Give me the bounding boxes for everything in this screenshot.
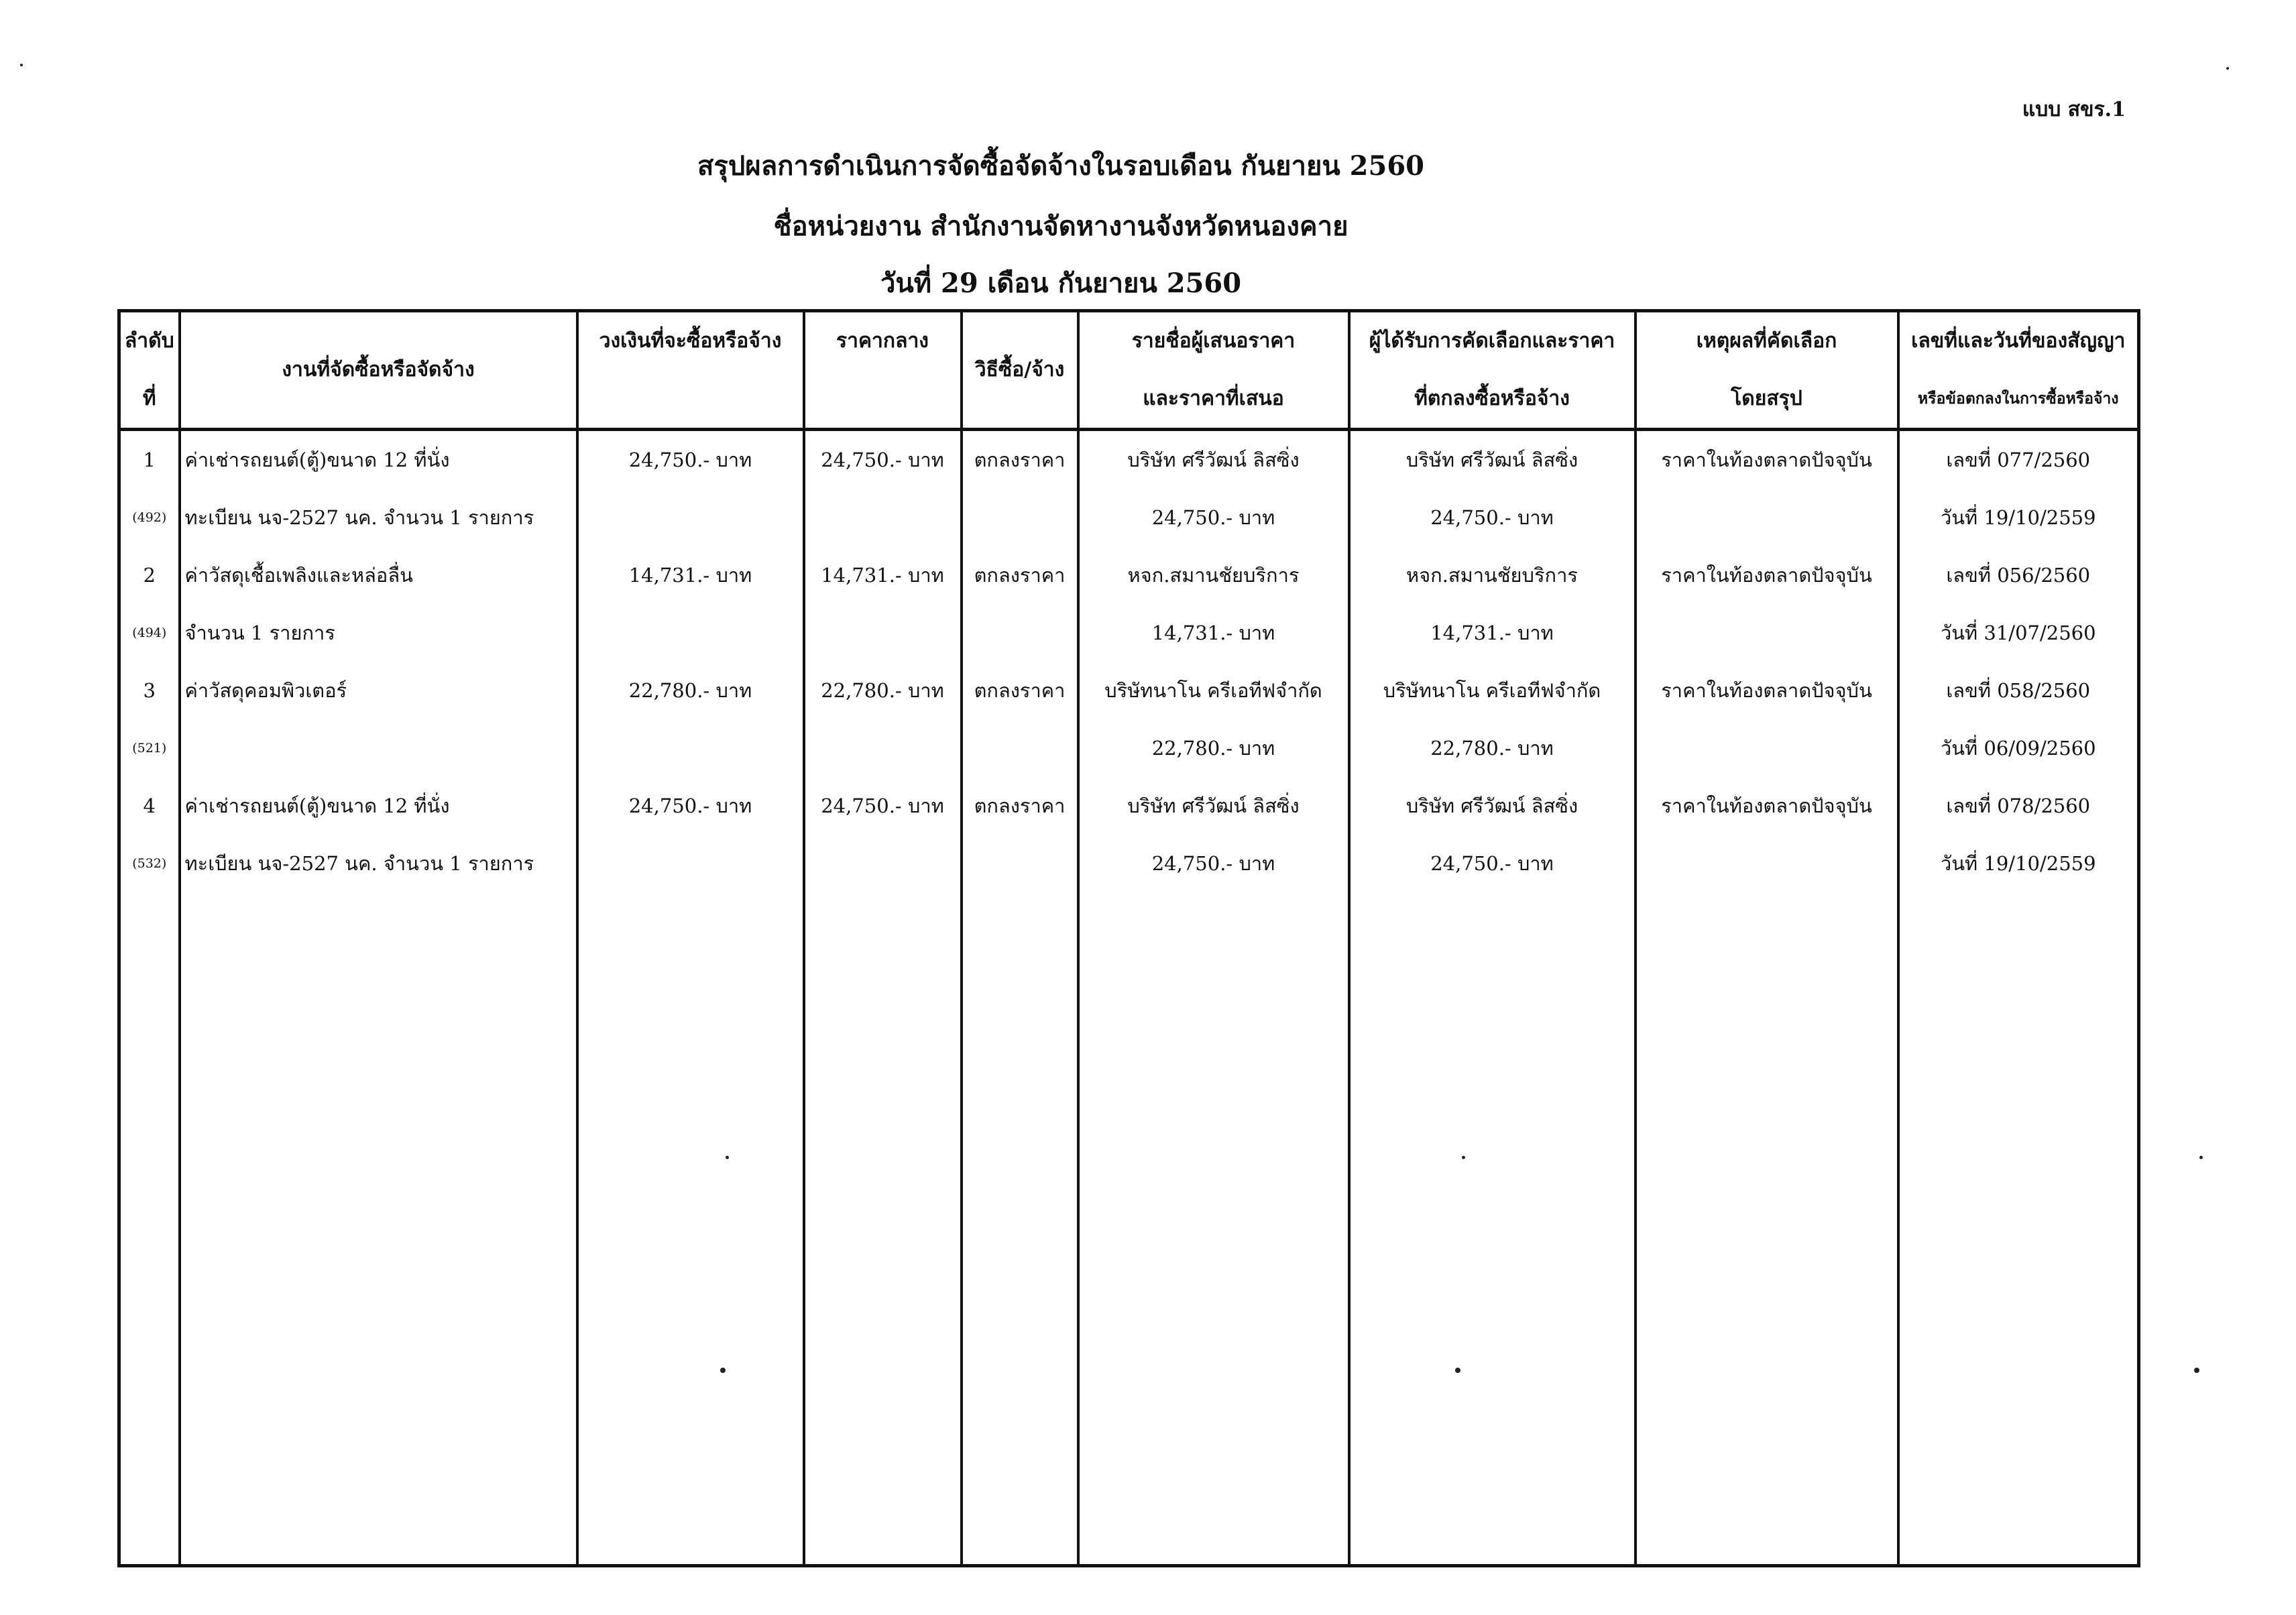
median-price-cell: 24,750.- บาท [804, 430, 962, 489]
header-bidders: รายชื่อผู้เสนอราคา และราคาที่เสนอ [1078, 311, 1349, 430]
table-row [119, 662, 2139, 719]
reason-cell: ราคาในท้องตลาดปัจจุบัน [1635, 430, 1898, 489]
scan-speck [720, 1368, 726, 1373]
agency-name: ชื่อหน่วยงาน สำนักงานจัดหางานจังหวัดหนองคาย [773, 211, 1348, 242]
row-number: 3 [119, 662, 180, 719]
table-header-row [119, 311, 2139, 430]
bidder-name: บริษัท ศรีวัฒน์ ลิสซิ่ง [1078, 777, 1349, 835]
row-number: 4 [119, 777, 180, 835]
reference-number: (521) [119, 719, 180, 777]
contract-date: วันที่ 31/07/2560 [1898, 604, 2139, 662]
table-row [119, 430, 2139, 489]
budget-cell: 14,731.- บาท [577, 546, 804, 604]
method-cell: ตกลงราคา [962, 546, 1078, 604]
bidder-name: หจก.สมานชัยบริการ [1078, 546, 1349, 604]
budget-cell: 22,780.- บาท [577, 662, 804, 719]
work-item: ค่าเช่ารถยนต์(ตู้)ขนาด 12 ที่นั่ง [180, 777, 577, 835]
bidder-price: 22,780.- บาท [1078, 719, 1349, 777]
bidder-price: 14,731.- บาท [1078, 604, 1349, 662]
scan-speck [2199, 1156, 2203, 1159]
contract-number: เลขที่ 078/2560 [1898, 777, 2139, 835]
contract-date: วันที่ 06/09/2560 [1898, 719, 2139, 777]
contract-number: เลขที่ 077/2560 [1898, 430, 2139, 489]
header-budget: วงเงินที่จะซื้อหรือจ้าง [577, 311, 804, 430]
selected-name: บริษัทนาโน ครีเอทีฟจำกัด [1349, 662, 1635, 719]
table-row-continuation [119, 604, 2139, 662]
table-row-continuation [119, 835, 2139, 892]
header-work: งานที่จัดซื้อหรือจัดจ้าง [180, 311, 577, 430]
work-item: ค่าวัสดุคอมพิวเตอร์ [180, 662, 577, 719]
work-item-detail: จำนวน 1 รายการ [180, 604, 577, 662]
form-code: แบบ สขร.1 [2022, 98, 2126, 121]
reason-cell: ราคาในท้องตลาดปัจจุบัน [1635, 777, 1898, 835]
selected-price: 24,750.- บาท [1349, 489, 1635, 546]
contract-date: วันที่ 19/10/2559 [1898, 835, 2139, 892]
selected-name: หจก.สมานชัยบริการ [1349, 546, 1635, 604]
work-item-detail: ทะเบียน นจ-2527 นค. จำนวน 1 รายการ [180, 489, 577, 546]
procurement-summary-table [117, 309, 2140, 1567]
method-cell: ตกลงราคา [962, 662, 1078, 719]
reason-cell: ราคาในท้องตลาดปัจจุบัน [1635, 546, 1898, 604]
header-reason: เหตุผลที่คัดเลือก โดยสรุป [1635, 311, 1898, 430]
selected-price: 14,731.- บาท [1349, 604, 1635, 662]
table-empty-area [119, 892, 2139, 1566]
budget-cell: 24,750.- บาท [577, 777, 804, 835]
scan-speck [726, 1156, 729, 1159]
work-item-detail: ทะเบียน นจ-2527 นค. จำนวน 1 รายการ [180, 835, 577, 892]
scan-speck [2194, 1368, 2199, 1373]
document-date: วันที่ 29 เดือน กันยายน 2560 [880, 267, 1242, 299]
median-price-cell: 14,731.- บาท [804, 546, 962, 604]
reference-number: (494) [119, 604, 180, 662]
work-item: ค่าเช่ารถยนต์(ตู้)ขนาด 12 ที่นั่ง [180, 430, 577, 489]
header-method: วิธีซื้อ/จ้าง [962, 311, 1078, 430]
scan-speck [20, 64, 23, 66]
scan-speck [2226, 67, 2229, 70]
bidder-name: บริษัท ศรีวัฒน์ ลิสซิ่ง [1078, 430, 1349, 489]
median-price-cell: 24,750.- บาท [804, 777, 962, 835]
contract-number: เลขที่ 056/2560 [1898, 546, 2139, 604]
bidder-price: 24,750.- บาท [1078, 489, 1349, 546]
table-row-continuation [119, 719, 2139, 777]
work-item-detail [180, 719, 577, 777]
document-title: สรุปผลการดำเนินการจัดซื้อจัดจ้างในรอบเดือน กันยายน 2560 [697, 150, 1424, 182]
header-no: ลำดับ ที่ [119, 311, 180, 430]
selected-name: บริษัท ศรีวัฒน์ ลิสซิ่ง [1349, 430, 1635, 489]
reason-cell: ราคาในท้องตลาดปัจจุบัน [1635, 662, 1898, 719]
contract-number: เลขที่ 058/2560 [1898, 662, 2139, 719]
bidder-name: บริษัทนาโน ครีเอทีฟจำกัด [1078, 662, 1349, 719]
selected-price: 24,750.- บาท [1349, 835, 1635, 892]
scan-speck [1455, 1368, 1460, 1373]
median-price-cell: 22,780.- บาท [804, 662, 962, 719]
table-row [119, 777, 2139, 835]
bidder-price: 24,750.- บาท [1078, 835, 1349, 892]
contract-date: วันที่ 19/10/2559 [1898, 489, 2139, 546]
table-row-continuation [119, 489, 2139, 546]
selected-name: บริษัท ศรีวัฒน์ ลิสซิ่ง [1349, 777, 1635, 835]
method-cell: ตกลงราคา [962, 777, 1078, 835]
method-cell: ตกลงราคา [962, 430, 1078, 489]
scan-speck [1462, 1156, 1465, 1159]
row-number: 2 [119, 546, 180, 604]
reference-number: (492) [119, 489, 180, 546]
work-item: ค่าวัสดุเชื้อเพลิงและหล่อลื่น [180, 546, 577, 604]
header-selected: ผู้ได้รับการคัดเลือกและราคา ที่ตกลงซื้อหรือจ้าง [1349, 311, 1635, 430]
table-row [119, 546, 2139, 604]
selected-price: 22,780.- บาท [1349, 719, 1635, 777]
budget-cell: 24,750.- บาท [577, 430, 804, 489]
reference-number: (532) [119, 835, 180, 892]
header-median-price: ราคากลาง [804, 311, 962, 430]
header-contract: เลขที่และวันที่ของสัญญา หรือข้อตกลงในการซื้อหรือจ้าง [1898, 311, 2139, 430]
row-number: 1 [119, 430, 180, 489]
